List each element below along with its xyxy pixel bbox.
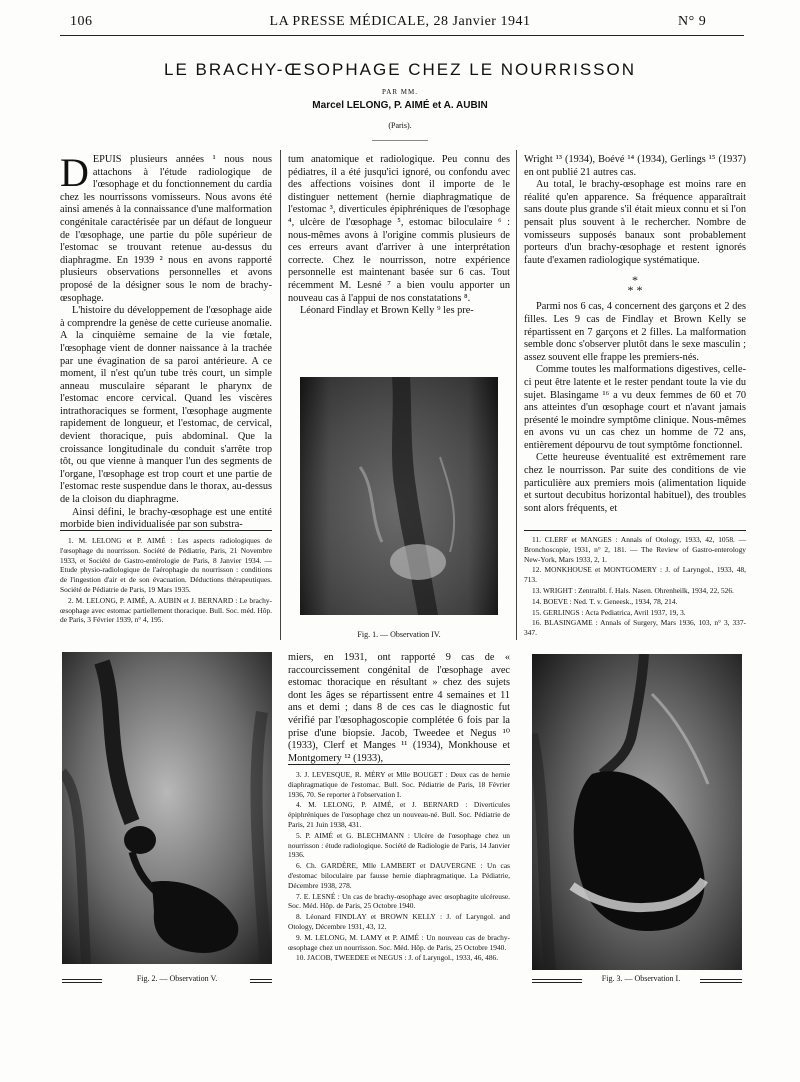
separator-star-top: * <box>632 273 638 288</box>
footnote-rule <box>524 530 746 531</box>
figure-3-caption: Fig. 3. — Observation I. <box>601 974 681 983</box>
page-number: 106 <box>70 14 93 29</box>
column-divider <box>516 150 517 640</box>
footnote: 5. P. AIMÉ et G. BLECHMANN : Ulcère de l'œsophage chez un nourrisson : étude radiologique. Société de Radiologie de Paris, 14 Janvier 1936. <box>288 830 510 860</box>
footnote: 4. M. LELONG, P. AIMÉ, et J. BERNARD : Diverticules épiphréniques de l'œsophage chez un nouveau-né. Bull. Soc. Pédiatrie de Paris, 21 Juin 1938, 431. <box>288 800 510 829</box>
footnote: 15. GERLINGS : Acta Pediatrica, Avril 1937, 19, 3. <box>532 607 686 617</box>
byline-par: PAR MM. <box>382 88 418 96</box>
footnote: 14. BOEVE : Ned. T. v. Geneesk., 1934, 78, 214. <box>532 596 678 606</box>
column-divider <box>280 150 281 640</box>
footnote-rule <box>60 530 272 531</box>
paragraph: tum anatomique et radiologique. Peu connu des pédiatres, il a été jusqu'ici ignoré, ou confondu avec des affections voisines dont il importe de le distinguer nettement (hernie diaphragmatique de l'estomac ³, diverticules épiphréniques de l'œsophage ⁴, ulcère de l'œsophage ⁵, estomac biloculaire ⁶ : nous-mêmes avons à l'origine commis plusieurs de ces erreurs avant d'arriver à une interprétation correcte. Chez le nourrisson, notre expérience personnelle est maintenant basée sur 6 cas. Tout récemment M. Lesné ⁷ a bien voulu apporter un nouveau cas à l'appui de nos constatations ⁸. <box>288 154 510 304</box>
lower-column-text <box>288 652 510 765</box>
separator-stars-bottom: * * <box>627 283 643 298</box>
paragraph: Wright ¹³ (1934), Boévé ¹⁴ (1934), Gerlings ¹⁵ (1937) en ont publié 21 autres cas. <box>524 154 746 178</box>
drop-cap: D <box>60 150 89 195</box>
section-separator <box>524 273 746 298</box>
figure-1-xray <box>300 377 498 615</box>
paragraph: EPUIS plusieurs années ¹ nous nous attachons à l'étude radiologique de l'œsophage et du fonctionnement du cardia chez les nourrissons vomisseurs. Nous avons été ainsi amenés à la connaissance d'une malformation congénitale caractérisée par un défaut de longueur de l'œsophage, une partie du pôle supérieur de l'estomac se trouvant retenue au-dessus du diaphragme. En 1939 ² nous en avons rapporté plusieurs observations personnelles et avons proposé de la désigner sous le nom de brachy-œsophage. <box>60 154 272 304</box>
footnote: 6. Ch. GARDÈRE, Mlle LAMBERT et DAUVERGNE : Un cas d'estomac biloculaire par fausse hernie diaphragmatique. La Pédiatrie, Décembre 1938, 278. <box>288 861 510 890</box>
column-2-text <box>288 154 510 318</box>
caption-rule <box>250 979 272 983</box>
column-3-footnotes <box>524 535 746 639</box>
caption-rule <box>532 979 582 983</box>
caption-rule <box>700 979 742 983</box>
caption-rule <box>62 979 102 983</box>
footnote: 2. M. LELONG, P. AIMÉ, A. AUBIN et J. BERNARD : Le brachy-œsophage avec estomac partiellement thoracique. Bull. Soc. méd. Hôp. de Paris, 3 Février 1939, n° 4, 195. <box>60 595 272 625</box>
footnote-rule <box>288 764 510 765</box>
figure-3-xray <box>532 654 742 970</box>
footnote: 9. M. LELONG, M. LAMY et P. AIMÉ : Un nouveau cas de brachy-œsophage chez un nourrisson. Soc. Méd. Hôp. de Paris, 25 Octobre 1940. <box>288 932 510 952</box>
paragraph: miers, en 1931, ont rapporté 9 cas de « raccourcissement congénital de l'œsophage avec estomac thoracique en résultant » chez des sujets dont les âges se répartissent entre 4 semaines et 11 ans et demi ; dans 8 de ces cas le diagnostic fut vérifié par l'œsophagoscopie complétée 6 fois par la prise d'une biopsie. Jacob, Tweedee et Negus ¹⁰ (1933), Clerf et Manges ¹¹ (1934), Monkhouse et Montgomery ¹² (1933), <box>288 652 510 764</box>
figure-2-caption: Fig. 2. — Observation V. <box>136 974 218 983</box>
paragraph: Comme toutes les malformations digestives, celle-ci peut être latente et le rester pendant toute la vie du sujet. Blasingame ¹⁶ a vu deux femmes de 60 et 70 ans atteintes d'un œsophage court et n'avant jamais présenté le moindre symptôme clinique. Nous-mêmes en avons vu un cas chez un homme de 72 ans, entièrement dépourvu de tout symptôme fonctionnel. <box>524 364 746 451</box>
journal-header: LA PRESSE MÉDICALE, 28 Janvier 1941 <box>269 14 531 29</box>
author-city: (Paris). <box>388 121 412 130</box>
column-1-footnotes <box>60 536 272 626</box>
footnote: 12. MONKHOUSE et MONTGOMERY : J. of Laryngol., 1933, 48, 713. <box>524 565 746 585</box>
figure-2-xray <box>62 652 272 964</box>
footnote: 7. E. LESNÉ : Un cas de brachy-œsophage avec œsophagite ulcéreuse. Soc. Méd. Hôp. de Paris, 25 Octobre 1940. <box>288 891 510 911</box>
column-3-text <box>524 154 746 515</box>
footnote: 10. JACOB, TWEEDEE et NEGUS : J. of Laryngol., 1933, 46, 486. <box>296 953 499 963</box>
paragraph: L'histoire du développement de l'œsophage aide à comprendre la genèse de cette curieuse anomalie. A la cinquième semaine de la vie fœtale, l'œsophage vient de donner naissance à la trachée par une évagination de sa paroi antérieure. A ce moment, il n'est qu'un tube très court, un simple anneau musculaire séparant le pharynx de l'estomac encore cervical. Quand les viscères intrathoraciques se forment, l'œsophage augmente rapidement de longueur, et l'estomac, de cervical, devient thoracique, puis abdominal. Que la croissance longitudinale du conduit s'arrête trop tôt, ou que vienne à manquer l'un des segments de l'organe, l'œsophage est trop court et une partie de l'estomac reste suspendue dans le thorax, au-dessus de la cloison du diaphragme. <box>60 305 272 506</box>
footnote: 16. BLASINGAME : Annals of Surgery, Mars 1936, 103, n° 3, 337-347. <box>524 618 746 638</box>
footnote: 3. J. LEVESQUE, R. MÉRY et Mlle BOUGET : Deux cas de hernie diaphragmatique de l'estomac. Bull. Soc. Pédiatrie de Paris, 18 Février 1936, 70. Se reporter à l'observation I. <box>288 770 510 799</box>
paragraph: Ainsi défini, le brachy-œsophage est une entité morbide bien individualisée par son substra- <box>60 506 272 531</box>
footnote: 13. WRIGHT : Zentralbl. f. Hals. Nasen. Ohrenheilk, 1934, 22, 526. <box>532 585 734 595</box>
footnote: 1. M. LELONG et P. AIMÉ : Les aspects radiologiques de l'œsophage du nourrisson. Société de Pédiatrie, Paris, 21 Novembre 1933, et Société de Gastro-entérologie de Paris, 8 Janvier 1934. — Etude physio-radiologique de l'aérophagie du nourrisson : conditions de l'ingestion d'air et de son évacuation. Déductions thérapeutiques. Société de Pédiatrie de Paris, 19 Mars 1935. <box>60 536 272 594</box>
article-authors: Marcel LELONG, P. AIMÉ et A. AUBIN <box>312 100 488 111</box>
paragraph: Parmi nos 6 cas, 4 concernent des garçons et 2 des filles. Les 9 cas de Findlay et Brown Kelly se répartissent en 7 garçons et 2 filles. La malformation semble donc s'observer plutôt dans le sexe masculin ; assez souvent elle frappe les premiers-nés. <box>524 301 746 363</box>
paragraph: Cette heureuse éventualité est extrêmement rare chez le nourrisson. Par suite des conditions de vie particulière aux premiers mois (alimentation liquide et surtout decubitus horizontal habituel), des troubles sont alors fréquents, et <box>524 452 746 514</box>
paragraph: Au total, le brachy-œsophage est moins rare en réalité qu'en apparence. Sa fréquence apparaîtrait sans doute plus grande s'il était mieux connu et si l'on pensait plus souvent à le rechercher. Nombre de vomisseurs supposés banaux sont probablement porteurs d'un brachy-œsophage et restent ignorés faute d'examen radiologique systématique. <box>524 179 746 266</box>
column-1-text <box>60 150 272 532</box>
footnote: 8. Léonard FINDLAY et BROWN KELLY : J. of Laryngol. and Otology, Décembre 1931, 43, 12. <box>288 912 510 931</box>
figure-1-caption: Fig. 1. — Observation IV. <box>357 630 441 639</box>
footnote: 11. CLERF et MANGES : Annals of Otology, 1933, 42, 1058. — Bronchoscopie, 1931, n° 2, 181. — The Review of Gastro-enterology New-York, Mars 1933, 2, 1. <box>524 535 746 564</box>
issue-number: N° 9 <box>678 14 707 29</box>
paragraph: Léonard Findlay et Brown Kelly ⁹ les pre- <box>300 305 474 317</box>
lower-column-footnotes <box>288 770 510 964</box>
title-rule <box>372 140 428 141</box>
header-rule <box>60 35 744 36</box>
article-title: LE BRACHY-ŒSOPHAGE CHEZ LE NOURRISSON <box>163 60 636 79</box>
